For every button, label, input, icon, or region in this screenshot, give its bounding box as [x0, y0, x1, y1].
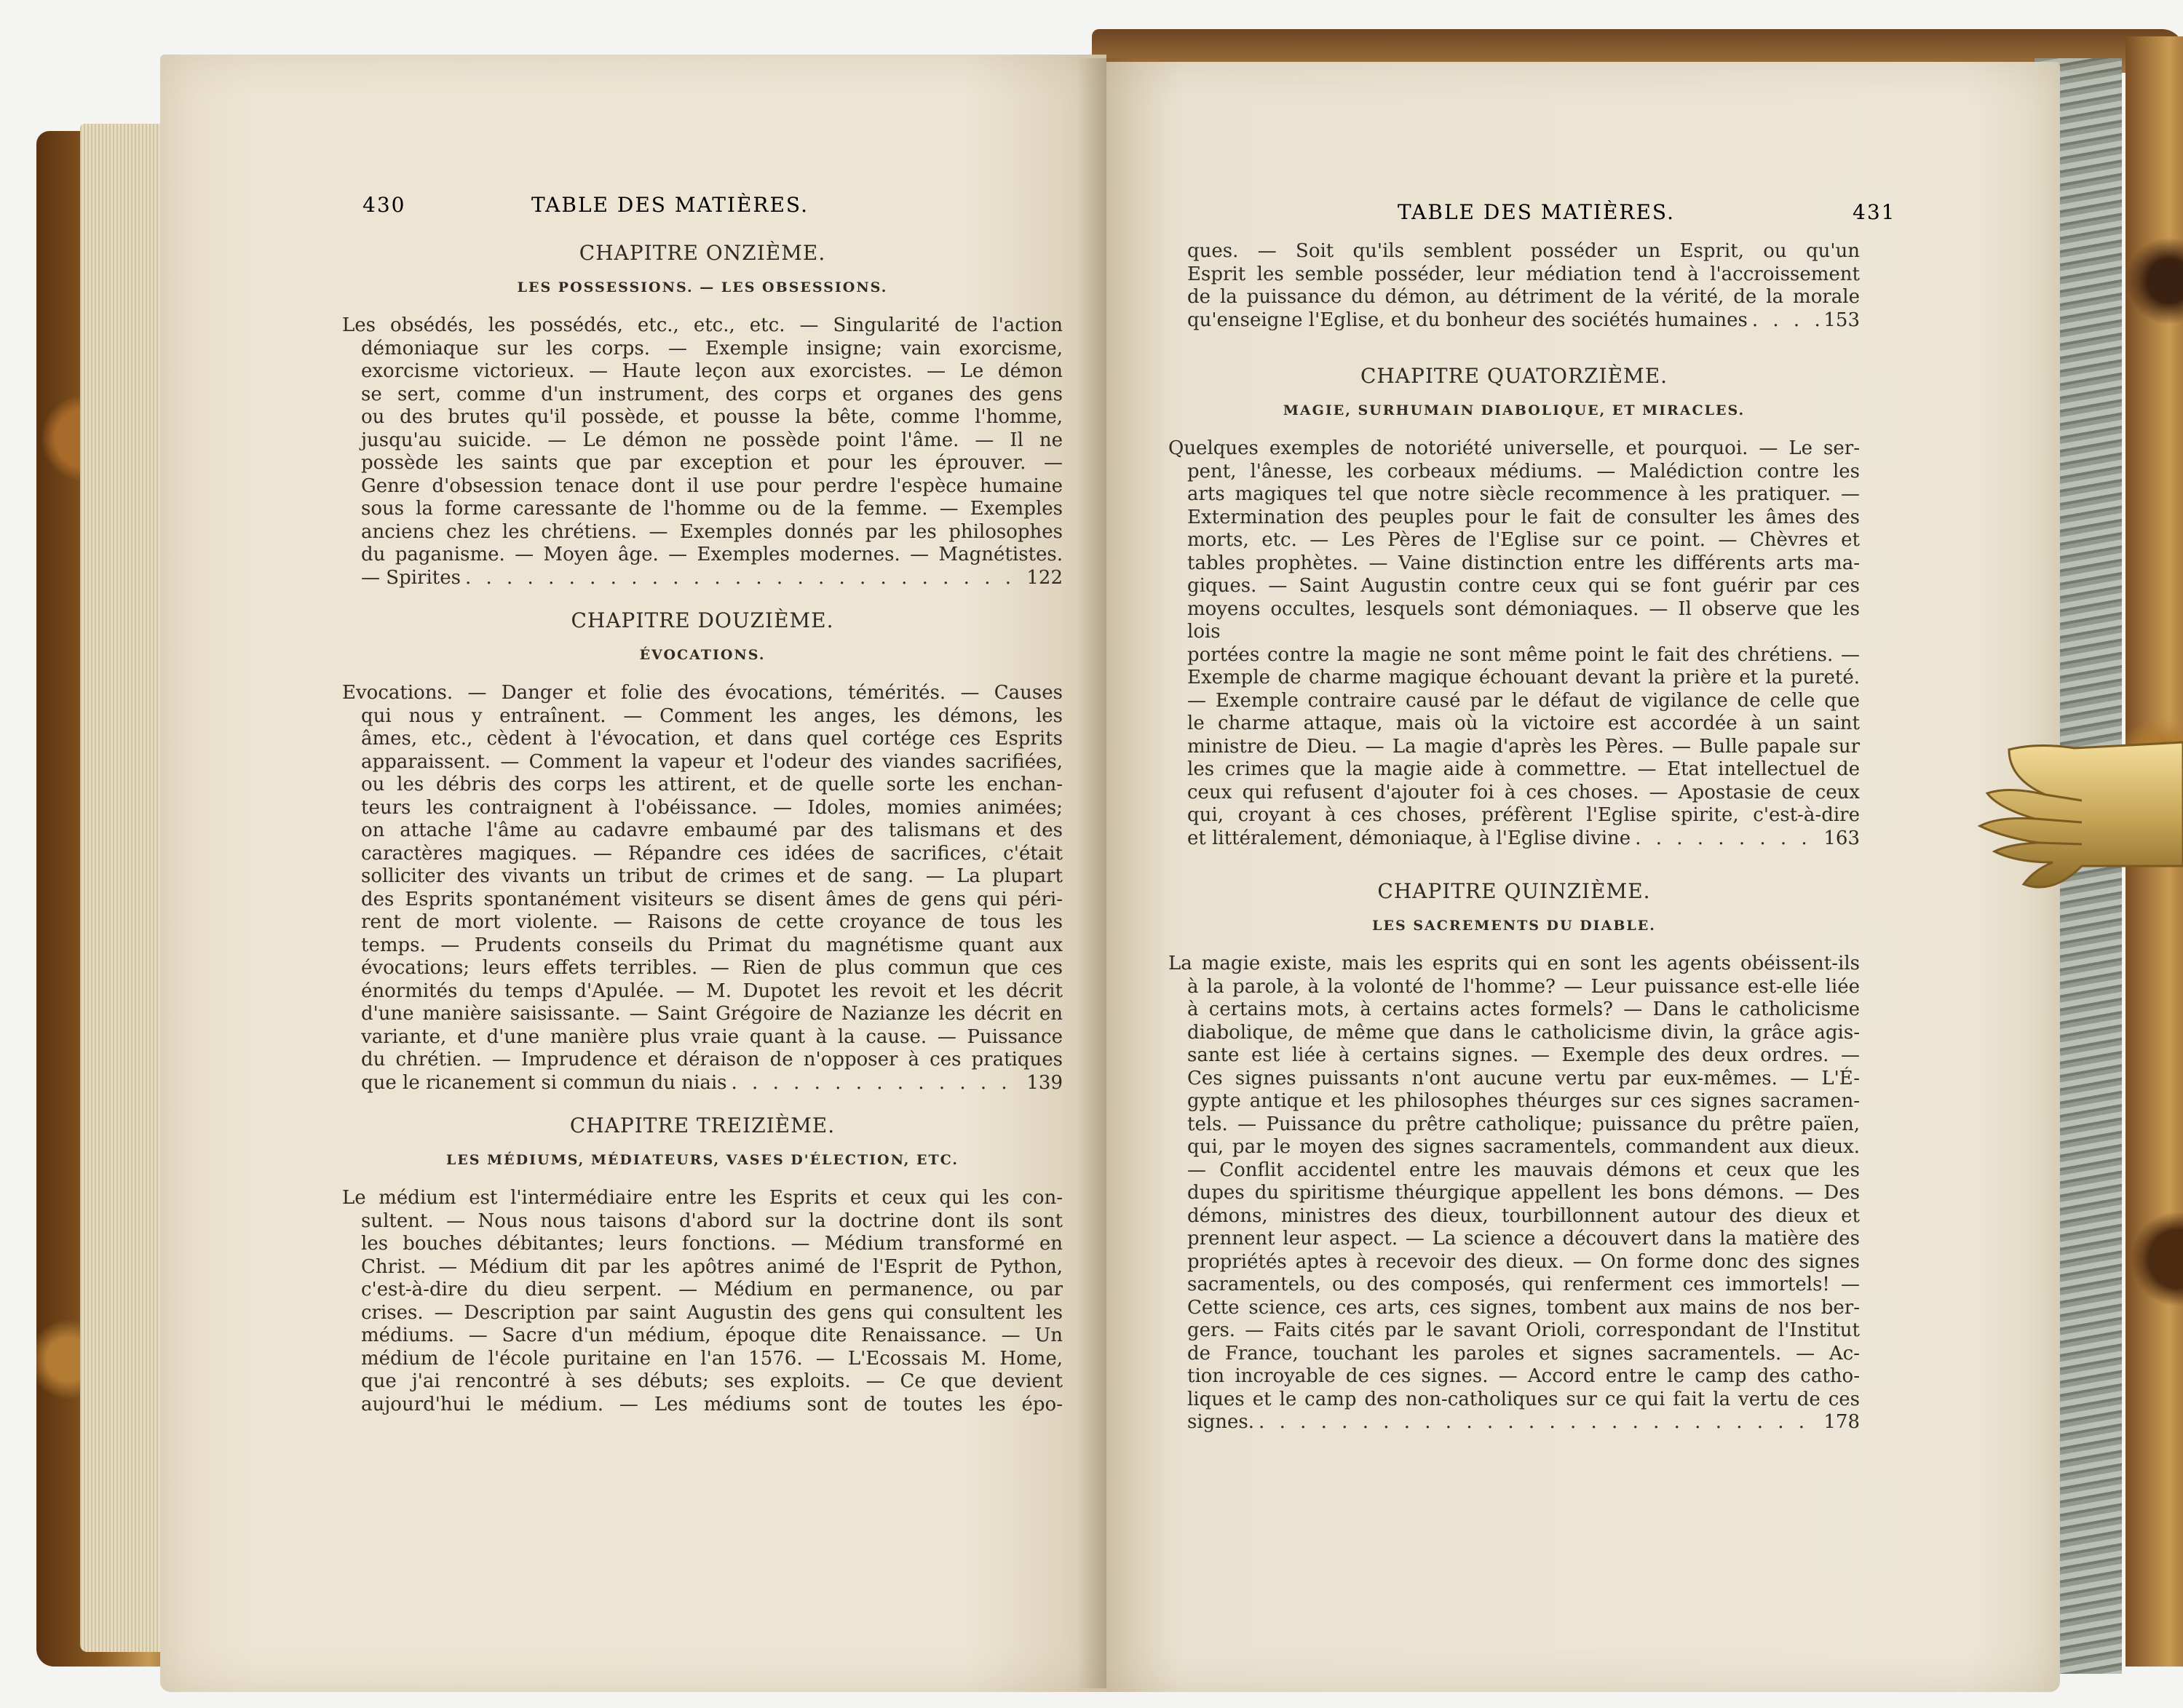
text-line: propriétés aptes à recevoir des dieux. — On forme donc des signes	[1187, 1250, 1860, 1273]
text-line: Quelques exemples de notoriété universelle, et pourquoi. — Le ser-	[1168, 437, 1860, 459]
leader-dots	[465, 567, 1022, 590]
text-line: Le médium est l'intermédiaire entre les Esprits et ceux qui les con-	[342, 1187, 1063, 1209]
leader-dots	[732, 1072, 1023, 1095]
right-page-number: 431	[1853, 200, 1896, 224]
text-line: Ces signes puissants n'ont aucune vertu par eux-mêmes. — L'É-	[1187, 1067, 1860, 1089]
text-line: ou des brutes qu'il possède, et pousse la bête, comme l'homme,	[361, 406, 1063, 428]
text-line: sacramentels, ou des composés, qui renferment ces immortels! —	[1187, 1274, 1860, 1295]
left-column	[342, 222, 1063, 1416]
chapter-summary	[1168, 953, 1860, 1434]
text-line: démons, ministres des dieux, tourbillonnent autour des dieux et	[1187, 1204, 1860, 1227]
text-line: médiums. — Sacre d'un médium, époque dite Renaissance. — Un	[361, 1324, 1063, 1346]
brass-page-holder-icon	[1965, 728, 2183, 902]
text-line: Les obsédés, les possédés, etc., etc., etc. — Singularité de l'action	[342, 314, 1063, 336]
toc-entry-line	[1168, 1411, 1860, 1434]
text-line: à la parole, à la volonté de l'homme? — Leur puissance est-elle liée	[1187, 975, 1860, 998]
text-line: exorcisme victorieux. — Haute leçon aux exorcistes. — Le démon	[361, 360, 1063, 382]
text-line: gypte antique et les philosophes théurges sur ces signes sacramen-	[1187, 1090, 1860, 1112]
chapter-title: CHAPITRE ONZIÈME.	[579, 241, 826, 265]
chapter-summary	[342, 1187, 1063, 1416]
page-reference: 139	[1026, 1071, 1063, 1094]
chapter-block	[342, 608, 1063, 1095]
right-running-head: TABLE DES MATIÈRES.	[1398, 200, 1675, 224]
text-line: — Conflit accidentel entre les mauvais démons et ceux que les	[1187, 1159, 1860, 1181]
text-line: c'est-à-dire du dieu serpent. — Médium en permanence, ou par	[361, 1279, 1063, 1300]
toc-entry-line	[1168, 827, 1860, 851]
text-line: caractères magiques. — Répandre ces idées de sacrifices, c'était	[361, 842, 1063, 865]
text-line: ou les débris des corps les attirent, et de quelle sorte les enchan-	[361, 774, 1063, 795]
chapter-block	[342, 1113, 1063, 1416]
text-line: — Exemple contraire causé par le défaut de vigilance de celle que	[1187, 689, 1860, 712]
text-line: de la puissance du démon, au détriment de la vérité, de la morale	[1187, 286, 1860, 308]
text-line: tables prophètes. — Vaine distinction entre les différents arts ma-	[1187, 552, 1860, 574]
chapter-block	[342, 241, 1063, 589]
text-line: Extermination des peuples pour le fait de consulter les âmes des	[1187, 506, 1860, 528]
chapter-title: CHAPITRE QUINZIÈME.	[1377, 879, 1651, 903]
text-line: évocations; leurs effets terribles. — Rien de plus commun que ces	[361, 957, 1063, 979]
text-line: gers. — Faits cités par le savant Orioli, correspondant de l'Institut	[1187, 1319, 1860, 1341]
text-line: le charme attaque, mais où la victoire est accordée à un saint	[1187, 712, 1860, 734]
text-line: qui, par le moyen des signes sacramentels, commandent aux dieux.	[1187, 1136, 1860, 1158]
text-line: à certains mots, à certains actes formels? — Dans le catholicisme	[1187, 998, 1860, 1020]
left-running-head: TABLE DES MATIÈRES.	[531, 193, 809, 217]
continued-summary	[1168, 240, 1860, 332]
chapter-summary	[1168, 437, 1860, 850]
leader-dots	[1752, 309, 1819, 333]
text-line: énormités du temps d'Apulée. — M. Dupotet les revoit et les décrit	[361, 980, 1063, 1002]
text-line: diabolique, de même que dans le catholicisme divin, la grâce agis-	[1187, 1021, 1860, 1044]
text-line: jusqu'au suicide. — Le démon ne possède point l'âme. — Il ne	[361, 429, 1063, 451]
text-line: prennent leur aspect. — La science a découvert dans la matière des	[1187, 1228, 1860, 1250]
text-line: des Esprits spontanément visiteurs se disent âmes de gens qui péri-	[361, 888, 1063, 910]
text-line: teurs les contraignent à l'obéissance. — Idoles, momies animées;	[361, 796, 1063, 819]
chapter-block	[1168, 879, 1860, 1434]
text-line: médium de l'école puritaine en l'an 1576. — L'Ecossais M. Home,	[361, 1347, 1063, 1370]
text-line: portées contre la magie ne sont même point le fait des chrétiens. —	[1187, 643, 1860, 666]
chapter-title: CHAPITRE DOUZIÈME.	[571, 608, 834, 632]
chapter-subtitle: MAGIE, SURHUMAIN DIABOLIQUE, ET MIRACLES.	[1283, 402, 1746, 418]
leader-dots	[1635, 827, 1819, 851]
text-line: tels. — Puissance du prêtre catholique; puissance du prêtre païen,	[1187, 1113, 1860, 1135]
leader-dots	[1259, 1411, 1819, 1434]
text-line: d'une manière saisissante. — Saint Grégoire de Nazianze les décrit en	[361, 1003, 1063, 1025]
chapter-subtitle: LES POSSESSIONS. — LES OBSESSIONS.	[517, 279, 888, 295]
text-line: aujourd'hui le médium. — Les médiums sont de toutes les épo-	[361, 1393, 1063, 1415]
text-line: apparaissent. — Comment la vapeur et l'odeur des viandes sacrifiées,	[361, 750, 1063, 773]
right-page	[1106, 62, 2060, 1692]
page-reference: 163	[1823, 827, 1860, 849]
chapter-summary	[342, 682, 1063, 1095]
page-reference: 178	[1823, 1411, 1860, 1433]
open-book	[29, 29, 2169, 1674]
left-page-number: 430	[362, 193, 406, 217]
text-line: Genre d'obsession tenace dont il use pour perdre l'espèce humaine	[361, 474, 1063, 497]
text-line: Christ. — Médium dit par les apôtres animé de l'Esprit de Python,	[361, 1255, 1063, 1278]
text-line: de France, touchant les paroles et signes sacramentels. — Ac-	[1187, 1342, 1860, 1365]
text-line: moyens occultes, lesquels sont démoniaques. — Il observe que les lois	[1187, 597, 1860, 643]
left-page	[160, 55, 1106, 1692]
text-line: âmes, etc., cèdent à l'évocation, et dans quel cortége ces Esprits	[361, 728, 1063, 750]
text-line: morts, etc. — Les Pères de l'Eglise sur ce point. — Chèvres et	[1187, 529, 1860, 551]
page-reference: 153	[1823, 309, 1860, 331]
page-reference: 122	[1026, 566, 1063, 589]
text-line: ministre de Dieu. — La magie d'après les Pères. — Bulle papale sur	[1187, 735, 1860, 758]
right-column	[1168, 240, 1860, 1434]
text-line: giques. — Saint Augustin contre ceux qui se font guérir par ces	[1187, 575, 1860, 597]
text-line: variante, et d'une manière plus vraie quant à la cause. — Puissance	[361, 1025, 1063, 1048]
text-line: dupes du spiritisme théurgique appellent les bons démons. — Des	[1187, 1182, 1860, 1204]
toc-entry-line	[342, 1072, 1063, 1095]
text-line: du chrétien. — Imprudence et déraison de n'opposer à ces pratiques	[361, 1049, 1063, 1071]
text-line: La magie existe, mais les esprits qui en sont les agents obéissent-ils	[1168, 953, 1860, 974]
text-line: qui, croyant à ces choses, préfèrent l'Eglise spirite, c'est-à-dire	[1187, 804, 1860, 826]
text-line: les bouches débitantes; leurs fonctions. — Médium transformé en	[361, 1233, 1063, 1255]
chapter-title: CHAPITRE TREIZIÈME.	[569, 1113, 836, 1137]
chapter-subtitle: ÉVOCATIONS.	[639, 647, 766, 663]
text-line: que j'ai rencontré à ses débuts; ses exploits. — Ce que devient	[361, 1370, 1063, 1392]
text-line: Cette science, ces arts, ces signes, tombent aux mains de nos ber-	[1187, 1296, 1860, 1319]
text-line: Exemple de charme magique échouant devant la prière et la pureté.	[1187, 667, 1860, 688]
text-line: on attache l'âme au cadavre embaumé par des talismans et des	[361, 819, 1063, 841]
text-line: solliciter des vivants un tribut de crimes et de sang. — La plupart	[361, 865, 1063, 887]
text-line: tion incroyable de ces signes. — Accord entre le camp des catho-	[1187, 1365, 1860, 1387]
text-line: qui nous y entraînent. — Comment les anges, les démons, les	[361, 704, 1063, 727]
chapter-subtitle: LES SACREMENTS DU DIABLE.	[1372, 918, 1656, 934]
text-line: sultent. — Nous nous taisons d'abord sur la doctrine dont ils sont	[361, 1209, 1063, 1232]
text-line: qu'enseigne l'Eglise, et du bonheur des sociétés humaines	[1187, 309, 1748, 331]
text-line: Esprit les semble posséder, leur médiation tend à l'accroissement	[1187, 263, 1860, 285]
toc-entry-line	[342, 567, 1063, 590]
text-line: sante est liée à certains signes. — Exemple des deux ordres. —	[1187, 1044, 1860, 1066]
text-line: arts magiques tel que notre siècle recommence à les pratiquer. —	[1187, 483, 1860, 505]
text-line: Evocations. — Danger et folie des évocations, témérités. — Causes	[342, 682, 1063, 704]
text-line: temps. — Prudents conseils du Primat du magnétisme quant aux	[361, 934, 1063, 956]
chapter-summary	[342, 314, 1063, 589]
chapter-subtitle: LES MÉDIUMS, MÉDIATEURS, VASES D'ÉLECTION, ETC.	[445, 1152, 959, 1168]
text-line: démoniaque sur les corps. — Exemple insigne; vain exorcisme,	[361, 337, 1063, 360]
toc-entry-line	[1168, 309, 1860, 333]
chapter-block	[1168, 364, 1860, 850]
text-line: rent de mort violente. — Raisons de cette croyance de tous les	[361, 911, 1063, 933]
text-line: que le ricanement si commun du niais	[361, 1071, 727, 1094]
text-line: et littéralement, démoniaque, à l'Eglise divine	[1187, 827, 1631, 849]
text-line: les crimes que la magie aide à commettre. — Etat intellectuel de	[1187, 758, 1860, 780]
text-line: ques. — Soit qu'ils semblent posséder un Esprit, ou qu'un	[1187, 240, 1860, 262]
chapter-title: CHAPITRE QUATORZIÈME.	[1360, 364, 1668, 388]
text-line: liques et le camp des non-catholiques sur ce qui fait la vertu de ces	[1187, 1388, 1860, 1410]
text-line: sous la forme caressante de l'homme ou de la femme. — Exemples	[361, 498, 1063, 520]
text-line: signes.	[1187, 1411, 1255, 1433]
text-line: du paganisme. — Moyen âge. — Exemples modernes. — Magnétistes.	[361, 544, 1063, 565]
text-line: crises. — Description par saint Augustin des gens qui consultent les	[361, 1301, 1063, 1324]
text-line: ceux qui refusent d'ajouter foi à ces choses. — Apostasie de ceux	[1187, 781, 1860, 803]
text-line: — Spirites	[361, 566, 461, 589]
text-line: possède les saints que par exception et pour les éprouver. —	[361, 452, 1063, 474]
text-line: se sert, comme d'un instrument, des corps et organes des gens	[361, 383, 1063, 405]
text-line: anciens chez les chrétiens. — Exemples donnés par les philosophes	[361, 520, 1063, 543]
text-line: pent, l'ânesse, les corbeaux médiums. — Malédiction contre les	[1187, 460, 1860, 482]
